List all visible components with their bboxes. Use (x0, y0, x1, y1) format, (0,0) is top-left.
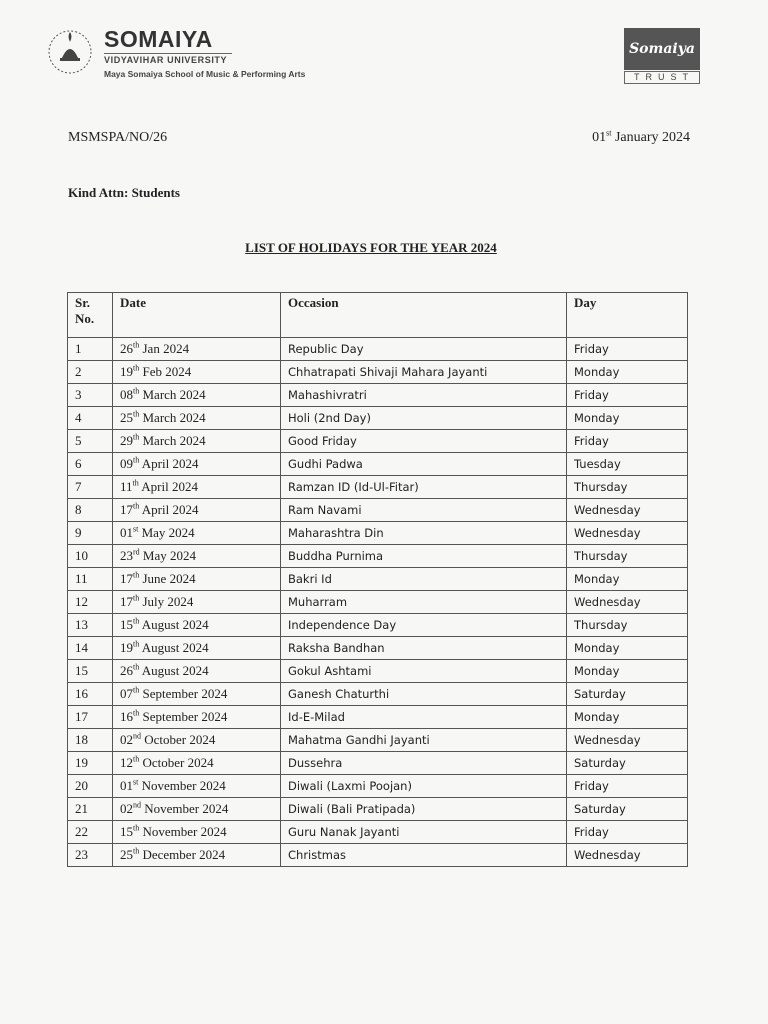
school-name: Maya Somaiya School of Music & Performing Arts (104, 69, 306, 79)
holiday-rows (68, 338, 688, 867)
cell-sr-no: 1 (68, 338, 113, 361)
header-sr-label: Sr. No. (75, 295, 95, 326)
cell-day: Monday (567, 706, 688, 729)
cell-sr-no: 3 (68, 384, 113, 407)
cell-occasion: Gokul Ashtami (281, 660, 567, 683)
cell-occasion: Bakri Id (281, 568, 567, 591)
cell-sr-no: 2 (68, 361, 113, 384)
table-row (68, 568, 688, 591)
cell-day: Wednesday (567, 522, 688, 545)
cell-date (113, 637, 281, 660)
table-header-row (68, 293, 688, 338)
date-rest: May 2024 (139, 548, 197, 563)
date-day: 09 (120, 456, 133, 471)
date-day: 17 (120, 571, 133, 586)
cell-day: Monday (567, 407, 688, 430)
date-suffix: th (133, 501, 140, 511)
date-rest: May 2024 (138, 525, 195, 540)
table-row (68, 798, 688, 821)
cell-sr-no: 16 (68, 683, 113, 706)
date-suffix: th (133, 754, 140, 764)
cell-sr-no: 8 (68, 499, 113, 522)
date-rest: October 2024 (141, 732, 216, 747)
date-suffix: th (133, 386, 140, 396)
date-day: 02 (120, 801, 133, 816)
cell-date (113, 430, 281, 453)
cell-day: Thursday (567, 476, 688, 499)
cell-sr-no: 12 (68, 591, 113, 614)
date-day: 01 (120, 778, 133, 793)
date-suffix: th (133, 662, 140, 672)
date-suffix: th (133, 846, 140, 856)
cell-day: Monday (567, 361, 688, 384)
date-suffix: nd (133, 800, 141, 810)
date-rest: July 2024 (139, 594, 194, 609)
cell-date (113, 568, 281, 591)
cell-date (113, 660, 281, 683)
date-rest: Jan 2024 (139, 341, 190, 356)
cell-day: Friday (567, 775, 688, 798)
cell-occasion: Ganesh Chaturthi (281, 683, 567, 706)
date-rest: November 2024 (139, 824, 227, 839)
cell-day: Tuesday (567, 453, 688, 476)
page-title: LIST OF HOLIDAYS FOR THE YEAR 2024 (245, 240, 497, 255)
cell-day: Friday (567, 821, 688, 844)
cell-occasion: Muharram (281, 591, 567, 614)
cell-day: Saturday (567, 752, 688, 775)
date-day: 07 (120, 686, 133, 701)
table-row (68, 844, 688, 867)
date-day: 01 (120, 525, 133, 540)
date-day: 12 (120, 755, 133, 770)
cell-day: Friday (567, 338, 688, 361)
table-row (68, 522, 688, 545)
cell-date (113, 591, 281, 614)
table-row (68, 729, 688, 752)
date-rest: Feb 2024 (139, 364, 192, 379)
table-row (68, 361, 688, 384)
cell-occasion: Dussehra (281, 752, 567, 775)
date-rest: September 2024 (139, 709, 228, 724)
cell-date (113, 338, 281, 361)
cell-sr-no: 14 (68, 637, 113, 660)
table-row (68, 338, 688, 361)
table-row (68, 660, 688, 683)
cell-day: Thursday (567, 614, 688, 637)
date-day: 02 (120, 732, 133, 747)
date-day: 26 (120, 341, 133, 356)
cell-date (113, 706, 281, 729)
cell-sr-no: 13 (68, 614, 113, 637)
cell-sr-no: 7 (68, 476, 113, 499)
cell-sr-no: 10 (68, 545, 113, 568)
table-row (68, 545, 688, 568)
holiday-table (67, 292, 688, 867)
cell-day: Monday (567, 568, 688, 591)
date-rest: March 2024 (139, 433, 206, 448)
date-rest: August 2024 (139, 663, 209, 678)
cell-occasion: Guru Nanak Jayanti (281, 821, 567, 844)
date-day: 19 (120, 364, 133, 379)
somaiya-emblem-icon (40, 28, 100, 82)
cell-sr-no: 19 (68, 752, 113, 775)
table-row (68, 476, 688, 499)
cell-date (113, 683, 281, 706)
date-rest: April 2024 (139, 456, 199, 471)
date-rest: November 2024 (138, 778, 226, 793)
date-rest: August 2024 (139, 617, 209, 632)
cell-day: Friday (567, 430, 688, 453)
cell-day: Wednesday (567, 591, 688, 614)
date-day: 15 (120, 617, 133, 632)
cell-sr-no: 18 (68, 729, 113, 752)
cell-sr-no: 6 (68, 453, 113, 476)
header-sr-no (68, 293, 113, 338)
cell-occasion: Maharashtra Din (281, 522, 567, 545)
date-day: 25 (120, 847, 133, 862)
date-day: 17 (120, 594, 133, 609)
date-suffix: th (133, 708, 140, 718)
cell-date (113, 453, 281, 476)
date-day: 19 (120, 640, 133, 655)
attention-line: Kind Attn: Students (68, 185, 180, 200)
cell-day: Wednesday (567, 729, 688, 752)
cell-occasion: Mahatma Gandhi Jayanti (281, 729, 567, 752)
brand-name: SOMAIYA (104, 26, 213, 52)
date-rest: March 2024 (139, 387, 206, 402)
cell-occasion: Raksha Bandhan (281, 637, 567, 660)
cell-date (113, 821, 281, 844)
cell-date (113, 407, 281, 430)
date-suffix: th (133, 432, 140, 442)
cell-date (113, 614, 281, 637)
cell-date (113, 545, 281, 568)
date-suffix: th (133, 823, 140, 833)
issue-date (592, 130, 690, 146)
cell-occasion: Republic Day (281, 338, 567, 361)
table-row (68, 591, 688, 614)
cell-day: Saturday (567, 798, 688, 821)
date-rest: June 2024 (139, 571, 196, 586)
date-day: 23 (120, 548, 133, 563)
table-row (68, 430, 688, 453)
cell-day: Saturday (567, 683, 688, 706)
table-row (68, 752, 688, 775)
table-row (68, 499, 688, 522)
cell-date (113, 752, 281, 775)
table-row (68, 637, 688, 660)
table-row (68, 407, 688, 430)
cell-occasion: Good Friday (281, 430, 567, 453)
table-row (68, 453, 688, 476)
brand-subtitle: VIDYAVIHAR UNIVERSITY (104, 53, 232, 66)
date-suffix: th (132, 478, 139, 488)
cell-day: Thursday (567, 545, 688, 568)
cell-occasion: Independence Day (281, 614, 567, 637)
date-rest: April 2024 (138, 479, 198, 494)
date-rest: August 2024 (139, 640, 209, 655)
date-rest: October 2024 (139, 755, 214, 770)
cell-date (113, 729, 281, 752)
brand-block (104, 26, 305, 80)
date-rest: November 2024 (141, 801, 229, 816)
date-suffix: th (133, 593, 140, 603)
cell-sr-no: 20 (68, 775, 113, 798)
date-suffix: th (133, 409, 140, 419)
table-row (68, 821, 688, 844)
date-day: 15 (120, 824, 133, 839)
cell-day: Wednesday (567, 844, 688, 867)
cell-sr-no: 4 (68, 407, 113, 430)
date-rest: April 2024 (139, 502, 199, 517)
cell-date (113, 798, 281, 821)
cell-occasion: Ramzan ID (Id-Ul-Fitar) (281, 476, 567, 499)
cell-occasion: Diwali (Laxmi Poojan) (281, 775, 567, 798)
cell-date (113, 384, 281, 407)
date-day: 29 (120, 433, 133, 448)
date-rest: January 2024 (611, 130, 690, 145)
cell-day: Monday (567, 660, 688, 683)
date-suffix: th (133, 455, 140, 465)
date-day: 01 (592, 130, 607, 145)
trust-logo (624, 28, 700, 84)
cell-sr-no: 23 (68, 844, 113, 867)
cell-occasion: Christmas (281, 844, 567, 867)
cell-sr-no: 22 (68, 821, 113, 844)
cell-day: Monday (567, 637, 688, 660)
date-day: 26 (120, 663, 133, 678)
cell-occasion: Ram Navami (281, 499, 567, 522)
date-suffix: th (133, 639, 140, 649)
cell-occasion: Id-E-Milad (281, 706, 567, 729)
cell-date (113, 499, 281, 522)
cell-day: Wednesday (567, 499, 688, 522)
date-day: 11 (120, 479, 133, 494)
date-suffix: th (133, 685, 140, 695)
table-row (68, 384, 688, 407)
date-rest: March 2024 (139, 410, 206, 425)
cell-date (113, 476, 281, 499)
cell-occasion: Gudhi Padwa (281, 453, 567, 476)
cell-date (113, 361, 281, 384)
cell-date (113, 775, 281, 798)
date-day: 08 (120, 387, 133, 402)
date-day: 16 (120, 709, 133, 724)
cell-date (113, 522, 281, 545)
date-suffix: th (133, 570, 140, 580)
date-day: 17 (120, 502, 133, 517)
date-day: 25 (120, 410, 133, 425)
cell-occasion: Holi (2nd Day) (281, 407, 567, 430)
cell-occasion: Chhatrapati Shivaji Mahara Jayanti (281, 361, 567, 384)
table-row (68, 775, 688, 798)
cell-sr-no: 5 (68, 430, 113, 453)
cell-occasion: Diwali (Bali Pratipada) (281, 798, 567, 821)
date-suffix: th (133, 616, 140, 626)
cell-sr-no: 11 (68, 568, 113, 591)
cell-occasion: Buddha Purnima (281, 545, 567, 568)
cell-occasion: Mahashivratri (281, 384, 567, 407)
trust-label: TRUST (624, 71, 700, 84)
cell-sr-no: 17 (68, 706, 113, 729)
date-suffix: st (133, 524, 139, 534)
date-suffix: st (606, 128, 612, 138)
date-suffix: st (133, 777, 139, 787)
date-rest: December 2024 (139, 847, 226, 862)
date-suffix: nd (133, 731, 141, 741)
header-occasion: Occasion (281, 293, 567, 338)
date-suffix: th (133, 340, 140, 350)
table-row (68, 683, 688, 706)
reference-number: MSMSPA/NO/26 (68, 130, 168, 145)
table-row (68, 706, 688, 729)
cell-sr-no: 15 (68, 660, 113, 683)
date-suffix: rd (133, 547, 140, 557)
table-row (68, 614, 688, 637)
cell-day: Friday (567, 384, 688, 407)
date-rest: September 2024 (139, 686, 228, 701)
header-date: Date (113, 293, 281, 338)
cell-sr-no: 21 (68, 798, 113, 821)
trust-logo-mark: Somaiya (624, 28, 700, 70)
date-suffix: th (133, 363, 140, 373)
cell-sr-no: 9 (68, 522, 113, 545)
cell-date (113, 844, 281, 867)
header-day: Day (567, 293, 688, 338)
